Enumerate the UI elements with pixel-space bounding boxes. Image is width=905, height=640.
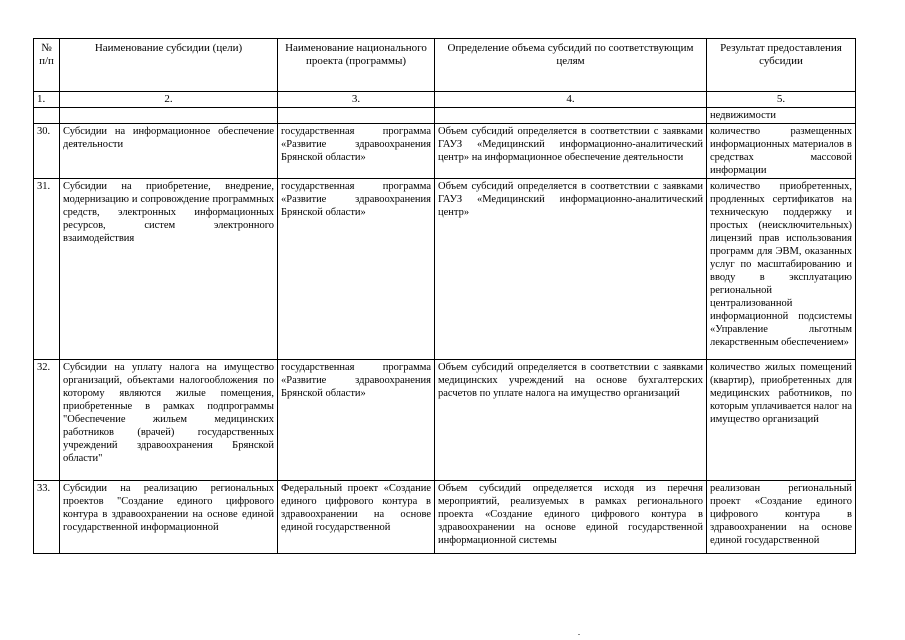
continuation-row [34, 108, 856, 124]
header-result: Результат предоставления субсидии [707, 39, 856, 92]
header-number: № п/п [34, 39, 60, 92]
program-name: государственная программа «Развитие здравоохранения Брянской области» [278, 179, 435, 360]
volume-definition: Объем субсидий определяется в соответствии с заявками медицинских учреждений на основе бухгалтерских расчетов по уплате налога на имущество организаций [435, 360, 707, 481]
column-number: 4. [435, 92, 707, 108]
row-number: 33. [34, 481, 60, 554]
table-header-row [34, 39, 856, 92]
subsidy-result: количество размещенных информационных материалов в средствах массовой информации [707, 124, 856, 179]
row-number: 31. [34, 179, 60, 360]
program-name: государственная программа «Развитие здравоохранения Брянской области» [278, 124, 435, 179]
volume-definition: Объем субсидий определяется в соответствии с заявками ГАУЗ «Медицинский информационно-аналитический центр» на информационное обеспечение деятельности [435, 124, 707, 179]
table-row [34, 360, 856, 481]
empty-cell [34, 108, 60, 124]
subsidy-result: количество жилых помещений (квартир), приобретенных для медицинских работников, по которым уплачивается налог на имущество организаций [707, 360, 856, 481]
header-project-name: Наименование национального проекта (программы) [278, 39, 435, 92]
column-number: 1. [34, 92, 60, 108]
subsidy-name: Субсидии на приобретение, внедрение, модернизацию и сопровождение программных средств, электронных информационных ресурсов, систем электронного взаимодействия [60, 179, 278, 360]
column-numbering-row [34, 92, 856, 108]
header-volume-definition: Определение объема субсидий по соответствующим целям [435, 39, 707, 92]
program-name: государственная программа «Развитие здравоохранения Брянской области» [278, 360, 435, 481]
program-name: Федеральный проект «Создание единого цифрового контура в здравоохранении на основе единой государственной [278, 481, 435, 554]
column-number: 3. [278, 92, 435, 108]
subsidy-name: Субсидии на уплату налога на имущество организаций, объектами налогообложения по которому являются жилые помещения, приобретенные в рамках подпрограммы "Обеспечение жильем медицинских работников (врачей) государственных учреждений здравоохранения Брянской области" [60, 360, 278, 481]
header-subsidy-name: Наименование субсидии (цели) [60, 39, 278, 92]
empty-cell [278, 108, 435, 124]
continuation-result: недвижимости [707, 108, 856, 124]
subsidy-table [33, 38, 856, 554]
column-number: 2. [60, 92, 278, 108]
volume-definition: Объем субсидий определяется в соответствии с заявками ГАУЗ «Медицинский информационно-аналитический центр» [435, 179, 707, 360]
subsidy-result: реализован региональный проект «Создание единого цифрового контура в здравоохранении на основе единой государственной [707, 481, 856, 554]
table-row [34, 179, 856, 360]
row-number: 30. [34, 124, 60, 179]
table-row [34, 124, 856, 179]
scan-speck [578, 634, 580, 635]
subsidy-result: количество приобретенных, продленных сертификатов на техническую поддержку и простых (неисключительных) лицензий прав использования программ для ЭВМ, оказанных услуг по масштабированию и вводу в эксплуатацию региональной централизованной информационной подсистемы «Управление льготным лекарственным обеспечением» [707, 179, 856, 360]
table-row [34, 481, 856, 554]
column-number: 5. [707, 92, 856, 108]
subsidy-name: Субсидии на реализацию региональных проектов "Создание единого цифрового контура в здравоохранении на основе единой государственной информационной [60, 481, 278, 554]
empty-cell [435, 108, 707, 124]
subsidy-name: Субсидии на информационное обеспечение деятельности [60, 124, 278, 179]
row-number: 32. [34, 360, 60, 481]
volume-definition: Объем субсидий определяется исходя из перечня мероприятий, реализуемых в рамках регионального проекта «Создание единого цифрового контура в здравоохранении на основе единой государственной информационной системы [435, 481, 707, 554]
empty-cell [60, 108, 278, 124]
